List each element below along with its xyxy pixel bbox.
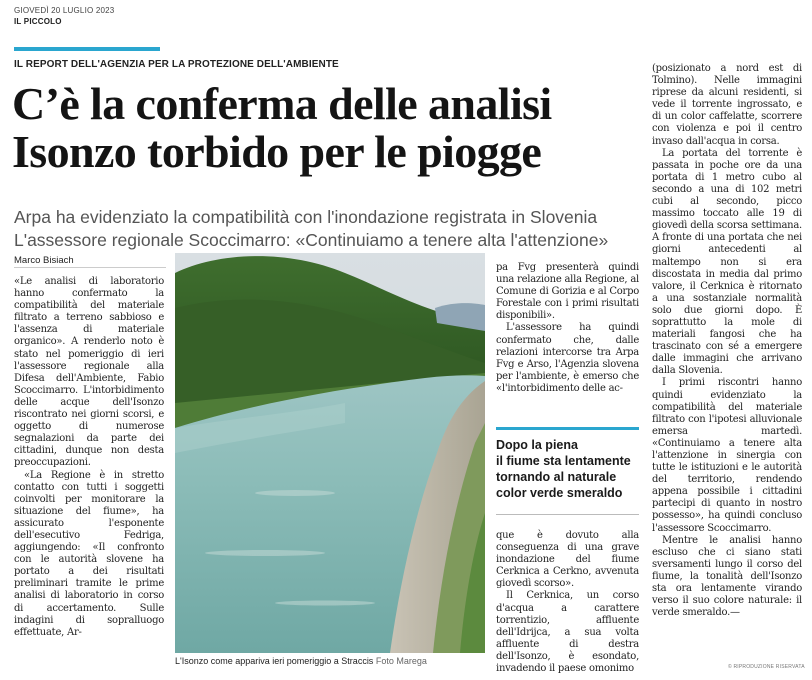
copyright-notice: © RIPRODUZIONE RISERVATA [728,664,805,670]
paragraph: Mentre le analisi hanno escluso che ci siano stati sversamenti lungo il corso del fiume, la tonalità dell'Isonzo sta ora lentamente virando verso il suo colore naturale: il verde smeraldo.— [652,534,802,619]
paragraph: La portata del torrente è passata in poche ore da una portata di 1 metro cubo al secondo a una di 102 metri cubi al secondo, picco massimo toccato alle 19 di giovedì della scorsa settimana. A fronte di una portata che nei giorni antecedenti al maltempo non si era discostata in media dal primo valore, il Cerknica è ritornato a una sostanziale normalità solo due giorni dopo. È soprattutto la mole di materiali fangosi che ha trascinato con sé a emergere dalle immagini che arrivano dalla Slovenia. [652,147,802,377]
paragraph: L'assessore ha quindi confermato che, dalle relazioni intercorse tra Arpa Fvg e Arso, l'Agenzia slovena per l'ambiente, è emerso che «l'intorbidimento delle ac- [496,322,639,394]
paragraph: Il Cerknica, un corso d'acqua a carattere torrentizio, affluente dell'Idrijca, a sua volta affluente di destra dell'Isonzo, è esondato, invadendo il paese omonimo [496,590,639,675]
headline-line-1: C’è la conferma delle analisi [12,78,552,129]
pullquote-line: Dopo la piena [496,438,578,452]
pullquote-divider [496,514,639,515]
paragraph: que è dovuto alla conseguenza di una grave inondazione del fiume Cerknica a Cerkno, avvenuta giovedì scorso». [496,530,639,590]
subheadline [14,206,629,252]
article-column-1 [14,276,164,639]
paragraph: «La Regione è in stretto contatto con tutti i soggetti coinvolti per monitorare la situazione del fiume», ha assicurato l'esponente dell'esecutivo Fedriga, aggiungendo: «Il confronto con le autorità slovene ha portato a dei risultati preliminari tramite le prime analisi di laboratorio in corso di accertamento. Sulle indagini di sopralluogo effettuate, Ar- [14,469,164,638]
paragraph: I primi riscontri hanno quindi evidenziato la compatibilità del materiale filtrato con l'ipotesi alluvionale emersa martedì. «Continuiamo a tenere alta l'attenzione in sinergia con tutte le istituzioni e le autorità del territorio, rendendo appena possibile i cittadini partecipi di quanto in nostro possesso», ha quindi concluso l'assessore Scoccimarro. [652,377,802,534]
pullquote-line: il fiume sta lentamente [496,454,631,468]
caption-text: L'Isonzo come appariva ieri pomeriggio a Straccis [175,656,374,666]
paragraph: «Le analisi di laboratorio hanno confermato la compatibilità del materiale filtrato a terreno sabbioso e l'assenza di materiale organico». A renderlo noto è stato nel pomeriggio di ieri l'assessore regionale alla Difesa dell'Ambiente, Fabio Scoccimarro. L'intorbidimento delle acque dell'Isonzo riscontrato nei giorni scorsi, e oggetto di numerose segnalazioni da parte dei cittadini, dunque non desta preoccupazioni. [14,276,164,469]
article-column-3-top [496,262,639,395]
river-photo [175,253,485,653]
section-accent-bar [14,47,160,51]
issue-date: GIOVEDÌ 20 LUGLIO 2023 [14,6,115,15]
pullquote-accent-bar [496,427,639,430]
photo-credit: Foto Marega [375,656,427,666]
paragraph: (posizionato a nord est di Tolmino). Nelle immagini riprese da alcuni residenti, si vede il torrente ingrossato, e di un color caffelatte, scorrere con violenza e poi il centro invaso dall'acqua in corsa. [652,63,802,147]
photo-caption [175,656,485,666]
headline-line-2: Isonzo torbido per le piogge [12,126,542,177]
subheadline-line-1: Arpa ha evidenziato la compatibilità con l'inondazione registrata in Slovenia [14,207,598,227]
river-photo-image [175,253,485,653]
author-byline: Marco Bisiach [14,255,74,266]
article-column-3-bottom [496,530,639,675]
kicker: IL REPORT DELL'AGENZIA PER LA PROTEZIONE DELL'AMBIENTE [14,59,339,70]
article-column-4 [652,63,802,619]
paragraph: pa Fvg presenterà quindi una relazione alla Regione, al Comune di Gorizia e al Corpo Forestale con i primi risultati disponibili». [496,262,639,322]
headline [12,80,627,176]
pullquote [496,437,639,501]
pullquote-line: color verde smeraldo [496,486,623,500]
pullquote-line: tornando al naturale [496,470,617,484]
subheadline-line-2: L'assessore regionale Scoccimarro: «Continuiamo a tenere alta l'attenzione» [14,230,609,250]
byline-divider [14,267,166,268]
newspaper-name: IL PICCOLO [14,17,62,26]
